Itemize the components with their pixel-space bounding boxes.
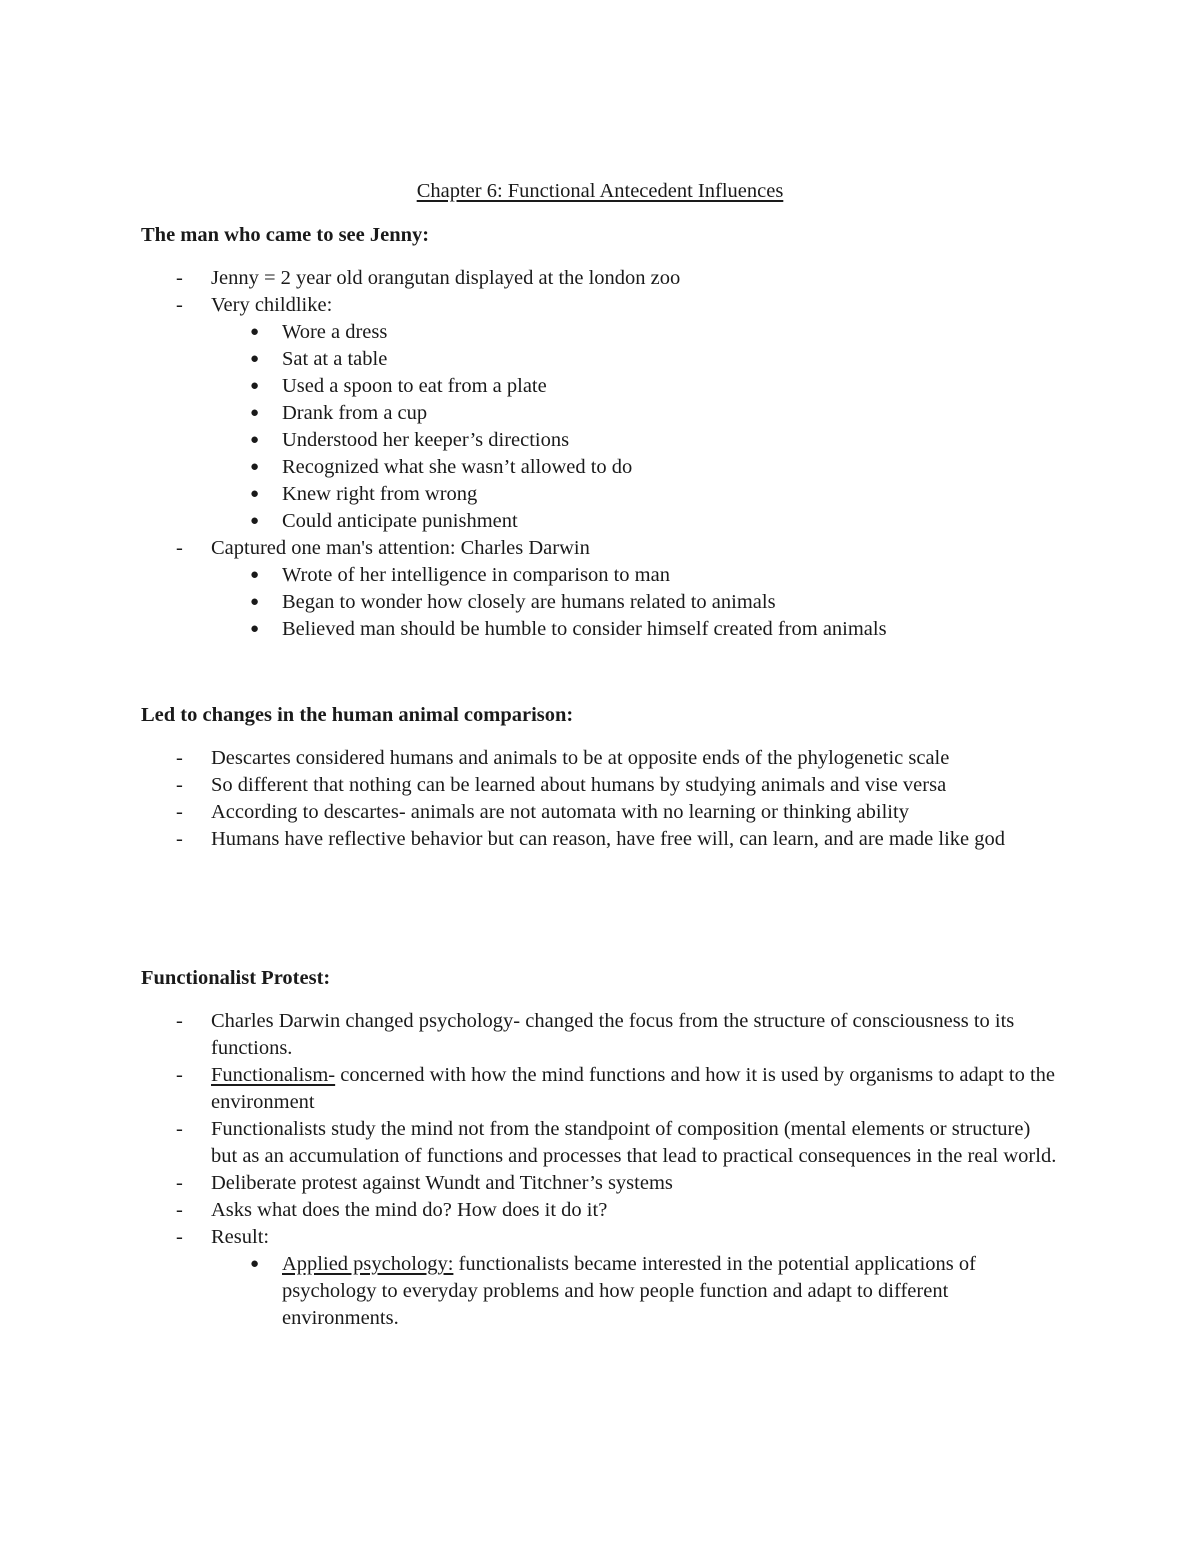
list-item: - Very childlike: [0, 292, 1200, 319]
dash-marker: - [176, 1199, 183, 1221]
term-functionalism: Functionalism- [211, 1064, 336, 1086]
bullet-marker: ● [250, 1256, 260, 1272]
bullet-marker: ● [250, 594, 260, 610]
dash-marker: - [176, 828, 183, 850]
list-item: - Result: [0, 1224, 1200, 1251]
bullet-marker: ● [250, 378, 260, 394]
list-item: - Charles Darwin changed psychology- changed the focus from the structure of consciousness to its functions. [176, 1010, 1015, 1059]
section-heading-functionalist: Functionalist Protest: [141, 967, 331, 989]
sub-list-item: ● Could anticipate punishment [0, 508, 1200, 535]
dash-marker: - [176, 1064, 183, 1086]
list-item: - Jenny = 2 year old orangutan displayed at the london zoo [0, 265, 1200, 292]
section-list-jenny [0, 265, 1200, 643]
dash-marker: - [176, 1226, 183, 1248]
bullet-marker: ● [250, 621, 260, 637]
section-heading-comparison: Led to changes in the human animal comparison: [141, 704, 574, 726]
dash-marker: - [176, 1118, 183, 1140]
bullet-marker: ● [250, 432, 260, 448]
sub-list-item: ● Believed man should be humble to consider himself created from animals [0, 616, 1200, 643]
dash-marker: - [176, 294, 183, 316]
bullet-marker: ● [250, 351, 260, 367]
bullet-marker: ● [250, 405, 260, 421]
term-applied-psychology: Applied psychology: [282, 1253, 454, 1275]
bullet-marker: ● [250, 324, 260, 340]
page-title: Chapter 6: Functional Antecedent Influences [416, 180, 784, 202]
list-item: - Captured one man's attention: Charles Darwin [0, 535, 1200, 562]
list-item: - Functionalists study the mind not from the standpoint of composition (mental elements or structure) but as an accumulation of functions and processes that lead to practical consequences in the real world. [176, 1118, 1057, 1167]
list-item: - Deliberate protest against Wundt and Titchner’s systems [0, 1170, 1200, 1197]
list-item: - Descartes considered humans and animals to be at opposite ends of the phylogenetic scale [0, 745, 1200, 772]
section-list-comparison [0, 745, 1200, 853]
sub-list-item: ● Understood her keeper’s directions [0, 427, 1200, 454]
bullet-marker: ● [250, 513, 260, 529]
dash-marker: - [176, 537, 183, 559]
dash-marker: - [176, 801, 183, 823]
sub-list-item: ● Began to wonder how closely are humans related to animals [0, 589, 1200, 616]
list-item: - Humans have reflective behavior but can reason, have free will, can learn, and are made like god [0, 826, 1200, 853]
bullet-marker: ● [250, 486, 260, 502]
list-item: - Asks what does the mind do? How does it do it? [0, 1197, 1200, 1224]
sub-list-item: ● Used a spoon to eat from a plate [0, 373, 1200, 400]
dash-marker: - [176, 1172, 183, 1194]
list-item: - So different that nothing can be learned about humans by studying animals and vise versa [0, 772, 1200, 799]
section-heading-jenny: The man who came to see Jenny: [141, 224, 430, 246]
bullet-marker: ● [250, 459, 260, 475]
section-list-functionalist [0, 1008, 1200, 1332]
sub-list-item: ● Sat at a table [0, 346, 1200, 373]
dash-marker: - [176, 1010, 183, 1032]
sub-list-item: ● Recognized what she wasn’t allowed to do [0, 454, 1200, 481]
bullet-marker: ● [250, 567, 260, 583]
sub-list-item: ● Applied psychology: functionalists became interested in the potential applications of psychology to everyday problems and how people function and adapt to different environments. [250, 1253, 976, 1329]
list-item: - According to descartes- animals are not automata with no learning or thinking ability [0, 799, 1200, 826]
dash-marker: - [176, 774, 183, 796]
dash-marker: - [176, 747, 183, 769]
sub-list-item: ● Drank from a cup [0, 400, 1200, 427]
dash-marker: - [176, 267, 183, 289]
sub-list-item: ● Knew right from wrong [0, 481, 1200, 508]
sub-list-item: ● Wrote of her intelligence in comparison to man [0, 562, 1200, 589]
sub-list-item: ● Wore a dress [0, 319, 1200, 346]
list-item: - Functionalism- concerned with how the mind functions and how it is used by organisms to adapt to the environment [176, 1064, 1055, 1113]
